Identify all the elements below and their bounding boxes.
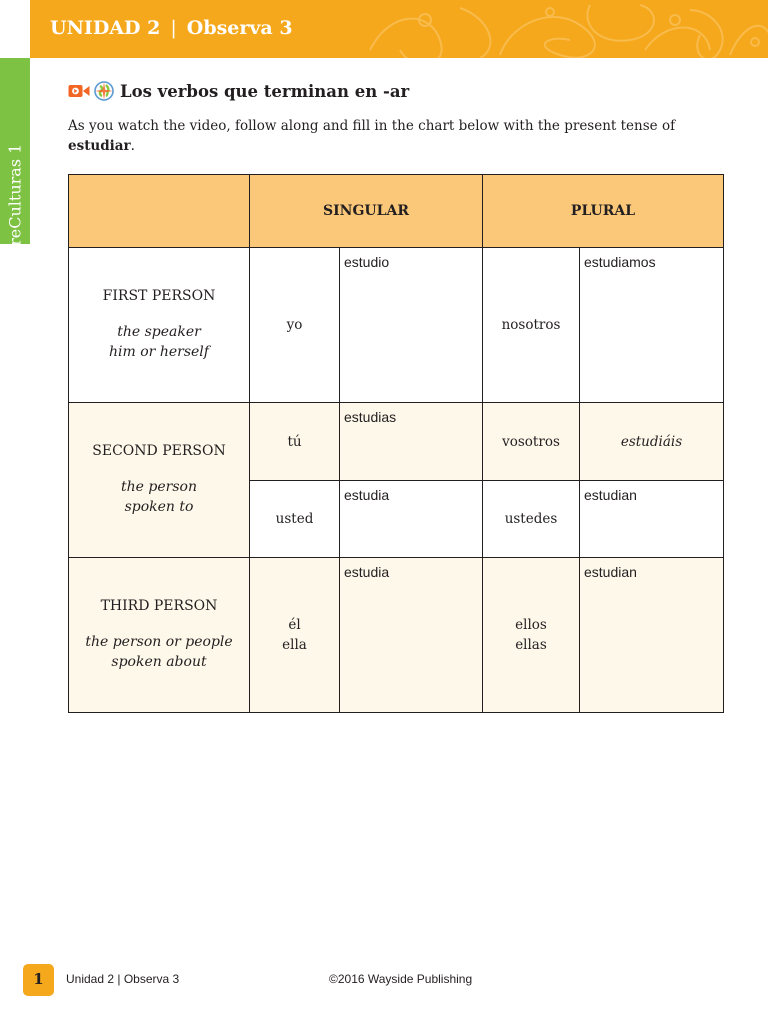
header-band [30, 0, 768, 58]
pronoun: usted [275, 511, 314, 527]
person-description-line: the person [121, 479, 197, 495]
footer-section-label: Unidad 2 | Observa 3 [66, 972, 180, 986]
person-name: FIRST PERSON [102, 288, 216, 304]
pronoun: ella [282, 637, 307, 653]
instructions-verb: estudiar [68, 138, 131, 154]
footer-copyright: ©2016 Wayside Publishing [329, 972, 473, 986]
pronoun: él [288, 617, 301, 633]
conjugation-chart [68, 174, 724, 713]
video-icon [68, 83, 90, 99]
pronoun-cell [250, 248, 340, 403]
instructions-end: . [130, 138, 135, 154]
pronoun: ellas [515, 637, 547, 653]
pronoun: tú [287, 433, 302, 450]
answer-cell[interactable] [340, 248, 483, 403]
instructions [68, 116, 728, 156]
verb-form: estudian [584, 564, 637, 580]
unit-title [50, 17, 293, 39]
person-description-line: him or herself [109, 344, 209, 360]
column-header-plural: PLURAL [483, 175, 724, 248]
verb-form: estudia [344, 487, 390, 503]
person-description-line: spoken to [124, 499, 194, 515]
unit-label: UNIDAD 2 [50, 17, 161, 39]
verb-form: estudias [344, 409, 397, 425]
answer-cell[interactable] [580, 481, 724, 558]
pronoun-cell [250, 481, 340, 558]
book-title: EntreCulturas 1 [5, 143, 25, 275]
pronoun-cell [483, 403, 580, 481]
pronoun: vosotros [502, 433, 560, 450]
chart-corner [69, 175, 250, 248]
side-tab [0, 58, 30, 275]
pronoun: nosotros [501, 317, 561, 333]
pronoun: ustedes [504, 511, 558, 527]
person-description-line: the person or people [85, 634, 233, 650]
pronoun-cell [483, 558, 580, 713]
person-name: THIRD PERSON [100, 598, 218, 614]
answer-cell[interactable] [340, 403, 483, 481]
pronoun-cell [483, 481, 580, 558]
section-label: Observa 3 [186, 17, 293, 39]
person-label-second [69, 403, 250, 558]
person-description-line: the speaker [117, 324, 201, 340]
person-label-first [69, 248, 250, 403]
instructions-lead: As you watch the video, follow along and fill in the chart below with the present tense of [68, 118, 676, 134]
person-description-line: spoken about [111, 654, 207, 670]
pronoun: yo [286, 317, 303, 333]
verb-form: estudian [584, 487, 637, 503]
given-verb-form: estudiáis [580, 403, 724, 481]
person-name: SECOND PERSON [92, 443, 226, 459]
verb-form: estudiamos [584, 254, 656, 270]
pronoun-cell [483, 248, 580, 403]
pronoun: ellos [515, 617, 547, 633]
answer-cell[interactable] [340, 558, 483, 713]
title-separator: | [170, 17, 177, 39]
globe-icon [94, 81, 114, 101]
section-heading [68, 80, 409, 102]
page-number: 1 [23, 964, 54, 996]
verb-form: estudia [344, 564, 390, 580]
answer-cell[interactable] [580, 248, 724, 403]
person-label-third [69, 558, 250, 713]
answer-cell[interactable] [340, 481, 483, 558]
verb-form: estudio [344, 254, 390, 270]
pronoun-cell [250, 558, 340, 713]
answer-cell[interactable] [580, 558, 724, 713]
section-heading-text: Los verbos que terminan en -ar [120, 81, 410, 101]
pronoun-cell [250, 403, 340, 481]
column-header-singular: SINGULAR [250, 175, 483, 248]
